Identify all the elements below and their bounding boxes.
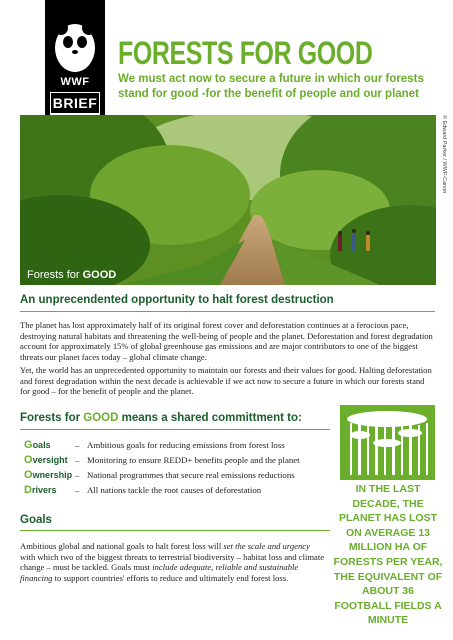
wwf-wordmark: WWF	[60, 76, 90, 88]
goal-item	[24, 452, 314, 467]
goal-initial: O	[24, 468, 33, 481]
goal-initial: O	[24, 453, 33, 466]
forest-trees-icon	[340, 405, 435, 480]
page-title: FORESTS FOR GOOD	[118, 35, 373, 71]
photo-credit-text: © Edward Parker / WWF-Canon	[441, 115, 447, 194]
section-divider	[20, 530, 330, 531]
panda-logo-icon	[53, 18, 97, 74]
goal-item	[24, 437, 314, 452]
goals-text-emphasis-1: set the scale and urgency	[223, 541, 310, 551]
goal-item	[24, 467, 314, 482]
goal-initial: G	[24, 438, 33, 451]
section-heading-goals: Goals	[20, 514, 52, 526]
paragraph-opportunity: Yet, the world has an unprecedented opportunity to maintain our forests and their values for good. Halting deforestation and forest degradation within the next decade is achievable if we act now to secure a future in which our forests stand for good – for the benefit of people and the planet.	[20, 365, 432, 397]
goal-acronym-letter	[24, 439, 75, 451]
brief-label: BRIEF	[52, 95, 98, 111]
goal-acronym-letter	[24, 484, 75, 496]
forest-photo	[20, 115, 436, 285]
section-divider	[20, 311, 435, 312]
goal-dash: –	[75, 454, 80, 465]
goal-dash: –	[75, 484, 80, 495]
goal-description: Monitoring to ensure REDD+ benefits people and the planet	[87, 454, 300, 465]
goal-word-rest: oals	[32, 439, 51, 450]
page-subtitle: We must act now to secure a future in which our forests stand for good -for the benefit of people and our planet	[118, 73, 424, 100]
goals-text-a: Ambitious global and national goals to halt forest loss will	[20, 541, 224, 551]
photo-caption-prefix: Forests for	[27, 269, 83, 281]
goal-word-rest: versight	[32, 454, 68, 465]
goal-word-rest: wnership	[32, 469, 73, 480]
heading-prefix: Forests for	[20, 412, 84, 424]
goals-text-e: to support countries' efforts to reduce and ultimately end forest loss.	[52, 572, 289, 583]
section-heading-commitment	[20, 412, 302, 424]
goals-text-c: with which two of the biggest threats to terrestrial biodiversity – habitat loss and climate change – must be tackled. Goals must	[20, 551, 325, 573]
section-divider	[20, 429, 330, 430]
goal-dash: –	[75, 439, 80, 450]
heading-suffix: means a shared committment to:	[118, 412, 302, 424]
forest-road-illustration	[20, 115, 436, 285]
photo-caption-emphasis: GOOD	[82, 269, 117, 281]
goal-word-rest: rivers	[31, 484, 57, 495]
goal-description: Ambitious goals for reducing emissions from forest loss	[87, 439, 285, 450]
paragraph-intro: The planet has lost approximately half of its original forest cover and deforestation continues at a ferocious pace, destroying natural habitats and threatening the well-being of people and the planet. Deforestation and forest degradation account for approximately 15% of global greenhouse gas emissions and are major contributors to one of the biggest threats our planet faces today – global climate change.	[20, 320, 433, 362]
goal-dash: –	[75, 469, 80, 480]
goal-initial: D	[24, 483, 32, 496]
goal-acronym-letter	[24, 454, 75, 466]
goal-description: National programmes that secure real emissions reductions	[87, 469, 295, 480]
paragraph-goals	[20, 541, 325, 583]
section-heading-opportunity: An unprecendented opportunity to halt forest destruction	[20, 294, 334, 306]
photo-caption	[27, 269, 116, 281]
goal-acronym-letter	[24, 469, 75, 481]
sidebar-fact: IN THE LAST DECADE, THE PLANET HAS LOST ON AVERAGE 13 MILLION HA OF FORESTS PER YEAR, THE EQUIVALENT OF ABOUT 36 FOOTBALL FIELDS A MINUTE	[333, 483, 443, 627]
goal-description: All nations tackle the root causes of deforestation	[87, 484, 262, 495]
goals-list	[24, 437, 314, 497]
goals-text-emphasis-2: include adequate, reliable and sustainable financing	[20, 562, 299, 583]
goal-item	[24, 482, 314, 497]
photo-credit	[435, 115, 449, 285]
heading-emphasis: GOOD	[83, 412, 119, 424]
